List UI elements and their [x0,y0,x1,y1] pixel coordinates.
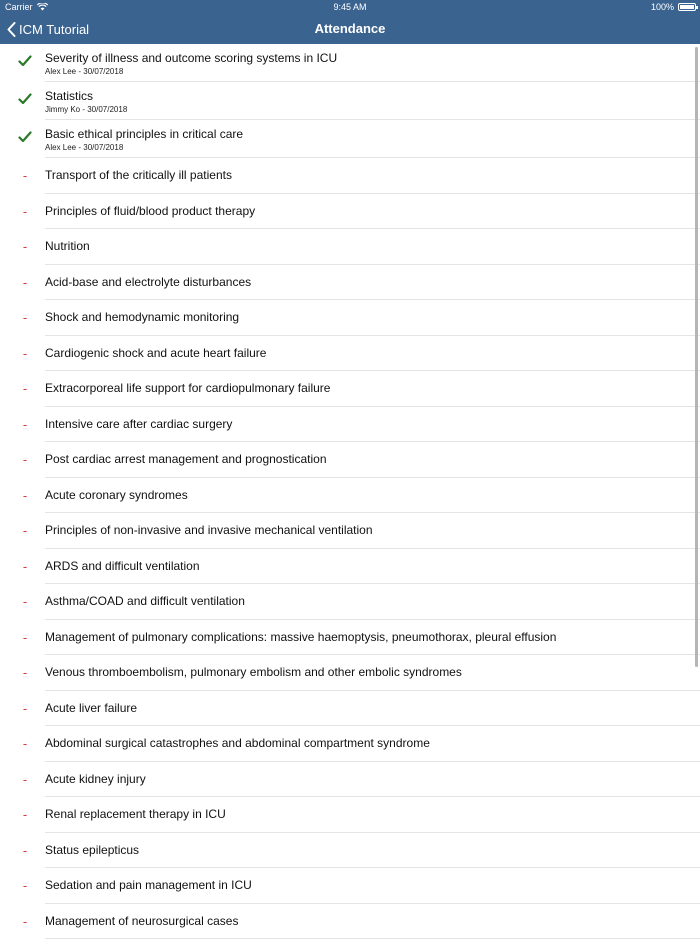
dash-icon: - [15,904,35,939]
checkmark-icon [15,92,35,110]
pending-topic-row[interactable] [0,513,700,549]
topic-title: Abdominal surgical catastrophes and abdominal compartment syndrome [45,726,690,762]
dash-icon: - [15,655,35,691]
pending-topic-row[interactable] [0,229,700,265]
scrollbar[interactable] [695,47,698,667]
dash-icon: - [15,726,35,762]
pending-topic-row[interactable] [0,833,700,869]
pending-topic-row[interactable] [0,478,700,514]
dash-icon: - [15,762,35,798]
topic-title: Management of pulmonary complications: massive haemoptysis, pneumothorax, pleural effusion [45,620,690,656]
battery-icon [678,3,696,11]
topic-title: Management of neurosurgical cases [45,904,690,939]
pending-topic-row[interactable] [0,691,700,727]
topic-title: Statistics [45,89,690,103]
topic-attendance-info: Jimmy Ko - 30/07/2018 [45,105,690,114]
pending-topic-row[interactable] [0,762,700,798]
topic-title: Renal replacement therapy in ICU [45,797,690,833]
pending-topic-row[interactable] [0,371,700,407]
dash-icon: - [15,549,35,585]
dash-icon: - [15,158,35,194]
page-title: Attendance [0,14,700,44]
dash-icon: - [15,797,35,833]
dash-icon: - [15,371,35,407]
carrier-label: Carrier [5,0,33,14]
pending-topic-row[interactable] [0,194,700,230]
topic-attendance-info: Alex Lee - 30/07/2018 [45,67,690,76]
topic-title: Venous thromboembolism, pulmonary embolism and other embolic syndromes [45,655,690,691]
topic-title: Transport of the critically ill patients [45,158,690,194]
dash-icon: - [15,691,35,727]
completed-topic-row[interactable] [0,82,700,120]
dash-icon: - [15,265,35,301]
dash-icon: - [15,478,35,514]
completed-topic-row[interactable] [0,44,700,82]
topic-title: Asthma/COAD and difficult ventilation [45,584,690,620]
dash-icon: - [15,442,35,478]
nav-bar [0,14,700,44]
pending-topic-row[interactable] [0,265,700,301]
dash-icon: - [15,194,35,230]
topic-title: Cardiogenic shock and acute heart failure [45,336,690,372]
dash-icon: - [15,407,35,443]
chevron-left-icon [7,22,16,37]
pending-topic-row[interactable] [0,655,700,691]
checkmark-icon [15,54,35,72]
checkmark-icon [15,130,35,148]
pending-topic-row[interactable] [0,726,700,762]
back-button-label: ICM Tutorial [19,22,89,37]
dash-icon: - [15,584,35,620]
back-button[interactable] [7,14,89,44]
topic-title: Intensive care after cardiac surgery [45,407,690,443]
topic-title: Nutrition [45,229,690,265]
topic-title: Post cardiac arrest management and prognostication [45,442,690,478]
status-time: 9:45 AM [0,0,700,14]
dash-icon: - [15,229,35,265]
pending-topic-row[interactable] [0,336,700,372]
dash-icon: - [15,300,35,336]
topic-title: ARDS and difficult ventilation [45,549,690,585]
battery-indicator [651,0,696,14]
topic-title: Acute coronary syndromes [45,478,690,514]
pending-topic-row[interactable] [0,549,700,585]
pending-topic-row[interactable] [0,442,700,478]
topic-title: Principles of non-invasive and invasive mechanical ventilation [45,513,690,549]
dash-icon: - [15,868,35,904]
completed-topic-row[interactable] [0,120,700,158]
pending-topic-row[interactable] [0,797,700,833]
topic-title: Principles of fluid/blood product therapy [45,194,690,230]
dash-icon: - [15,336,35,372]
pending-topic-row[interactable] [0,584,700,620]
status-bar [0,0,700,14]
topic-title: Acid-base and electrolyte disturbances [45,265,690,301]
topic-title: Shock and hemodynamic monitoring [45,300,690,336]
attendance-list[interactable] [0,44,700,939]
battery-percent: 100% [651,0,674,14]
dash-icon: - [15,833,35,869]
topic-title: Basic ethical principles in critical care [45,127,690,141]
topic-title: Extracorporeal life support for cardiopulmonary failure [45,371,690,407]
navigation-header [0,0,700,44]
topic-title: Sedation and pain management in ICU [45,868,690,904]
pending-topic-row[interactable] [0,158,700,194]
dash-icon: - [15,620,35,656]
dash-icon: - [15,513,35,549]
topic-attendance-info: Alex Lee - 30/07/2018 [45,143,690,152]
pending-topic-row[interactable] [0,620,700,656]
topic-title: Status epilepticus [45,833,690,869]
pending-topic-row[interactable] [0,300,700,336]
topic-title: Acute liver failure [45,691,690,727]
pending-topic-row[interactable] [0,407,700,443]
topic-title: Severity of illness and outcome scoring systems in ICU [45,51,690,65]
pending-topic-row[interactable] [0,868,700,904]
topic-title: Acute kidney injury [45,762,690,798]
